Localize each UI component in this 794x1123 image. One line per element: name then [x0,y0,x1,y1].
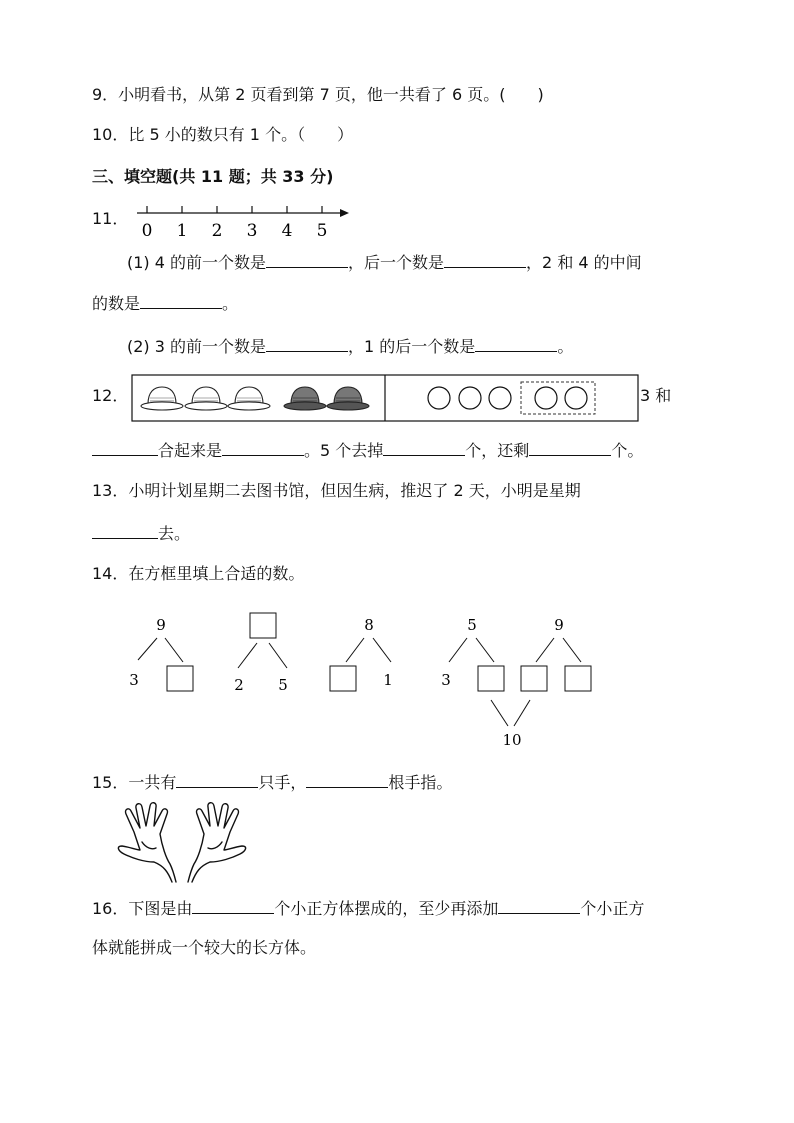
tree4-top-right: 9 [554,616,564,634]
question-12-after-box [640,384,671,408]
question-13-text: 13．小明计划星期二去图书馆，但因生病，推迟了 2 天，小明是星期 [92,481,581,500]
q16-text-b: 个小正方体摆成的，至少再添加 [274,899,499,918]
circle-icon [459,387,481,409]
answer-box[interactable] [330,666,356,691]
q12-after-box-text: 3 和 [640,386,672,405]
q15-text-c: 根手指。 [388,773,453,792]
hats-circles-figure [131,374,641,424]
circle-icon [428,387,450,409]
question-10 [92,123,353,147]
answer-box[interactable] [478,666,504,691]
question-13 [92,479,581,503]
answer-box[interactable] [521,666,547,691]
question-14 [92,562,304,586]
answer-blank[interactable] [192,895,274,914]
number-line [135,200,355,242]
question-11-part-1 [127,249,642,275]
circle-icon [565,387,587,409]
q11-p1-text-d: 的数是 [92,294,141,313]
q11-p1-text-e: 。 [222,294,239,313]
answer-blank[interactable] [92,437,158,456]
answer-blank[interactable] [529,437,611,456]
tree1-top: 9 [156,616,166,634]
answer-blank[interactable] [222,437,304,456]
light-hat-icon [228,387,270,410]
question-11-part-2 [127,333,573,359]
answer-blank[interactable] [475,333,557,352]
number-bond-diagrams [120,610,610,755]
answer-blank[interactable] [266,333,348,352]
tree4-top-left: 5 [467,616,477,634]
right-hand-icon [188,803,246,882]
question-13-line-2 [92,520,190,546]
question-12-line-2 [92,437,643,463]
number-line-tick-label: 3 [246,221,258,241]
q11-p1-text-a: (1) 4 的前一个数是 [127,253,267,272]
q11-p2-text-a: (2) 3 的前一个数是 [127,337,267,356]
question-16 [92,895,644,921]
section-title-text: 三、填空题(共 11 题；共 33 分) [92,167,334,186]
question-11-number: 11． [92,209,129,228]
left-hand-icon [118,803,176,882]
q16-text-c: 个小正方 [580,899,645,918]
answer-blank[interactable] [306,769,388,788]
question-16-line-2 [92,936,316,960]
answer-box[interactable] [167,666,193,691]
tree3-right: 1 [383,671,393,689]
answer-blank[interactable] [176,769,258,788]
number-line-tick-label: 4 [281,221,293,241]
tree2-right: 5 [278,676,288,694]
question-14-text: 14．在方框里填上合适的数。 [92,564,305,583]
number-line-tick-label: 0 [141,221,153,241]
answer-blank[interactable] [383,437,465,456]
dark-hat-icon [327,387,369,410]
light-hat-icon [141,387,183,410]
question-10-text: 10．比 5 小的数只有 1 个。（ ） [92,125,354,144]
question-12-label [92,384,128,408]
circle-icon [535,387,557,409]
answer-box[interactable] [250,613,276,638]
light-hat-icon [185,387,227,410]
q15-text-a: 15．一共有 [92,773,177,792]
answer-blank[interactable] [92,520,158,539]
question-9-text: 9．小明看书，从第 2 页看到第 7 页，他一共看了 6 页。( ) [92,85,544,104]
q15-text-b: 只手， [258,773,307,792]
q12-text-3: 个，还剩 [465,441,530,460]
answer-blank[interactable] [140,290,222,309]
question-12-number: 12． [92,386,129,405]
question-13-text-end: 去。 [158,524,191,543]
q11-p1-text-c: ，2 和 4 的中间 [526,253,642,272]
q12-text-4: 个。 [611,441,644,460]
hands-illustration [112,802,252,886]
q12-text-1: 合起来是 [158,441,223,460]
q16-text-a: 16．下图是由 [92,899,193,918]
number-line-tick-label: 1 [176,221,188,241]
q16-text-line2: 体就能拼成一个较大的长方体。 [92,938,317,957]
circle-icon [489,387,511,409]
answer-box[interactable] [565,666,591,691]
number-line-tick-label: 2 [211,221,223,241]
question-11-part-1-cont [92,290,238,316]
tree4-left: 3 [441,671,451,689]
tree4-bottom: 10 [502,731,522,749]
tree1-left: 3 [129,671,139,689]
q11-p1-text-b: ，后一个数是 [348,253,445,272]
tree2-left: 2 [234,676,244,694]
number-line-tick-label: 5 [316,221,328,241]
q12-text-2: 。5 个去掉 [304,441,384,460]
dark-hat-icon [284,387,326,410]
answer-blank[interactable] [498,895,580,914]
question-11-label [92,207,128,231]
answer-blank[interactable] [444,249,526,268]
q11-p2-text-b: ，1 的后一个数是 [348,337,476,356]
q11-p2-text-c: 。 [557,337,574,356]
answer-blank[interactable] [266,249,348,268]
question-9 [92,83,544,107]
section-3-title [92,165,333,189]
question-15 [92,769,452,795]
tree3-top: 8 [364,616,374,634]
